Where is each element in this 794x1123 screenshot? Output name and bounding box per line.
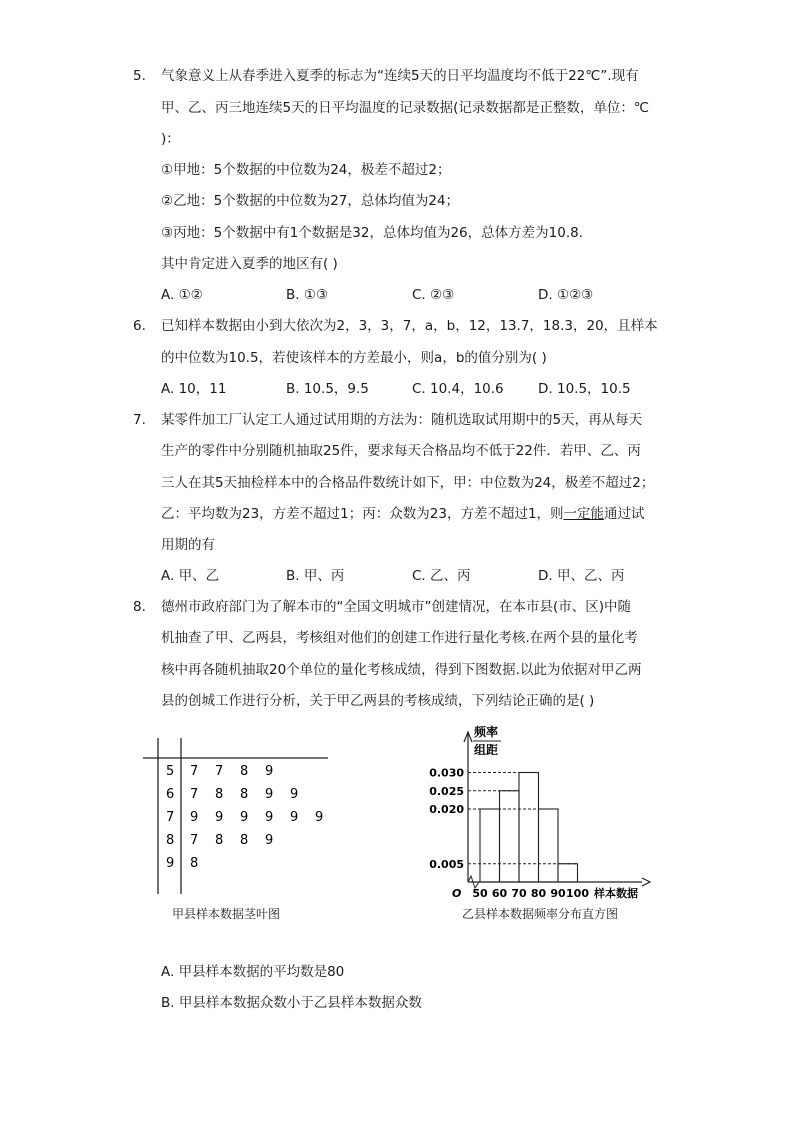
question-text-line: 用期的有 bbox=[161, 537, 215, 553]
stem-value: 6 bbox=[166, 787, 175, 802]
stem-value: 9 bbox=[166, 856, 175, 871]
leaf-value: 9 bbox=[265, 810, 274, 825]
question-number: 7. bbox=[133, 412, 146, 428]
question-text-line: ③丙地：5个数据中有1个数据是32，总体均值为26，总体方差为10.8． bbox=[161, 225, 593, 241]
option-a[interactable]: A. ①② bbox=[161, 287, 203, 303]
option-a[interactable]: A. 甲县样本数据的平均数是80 bbox=[161, 964, 345, 980]
x-axis-label: 样本数据 bbox=[594, 887, 638, 900]
question-text-line: 的中位数为10.5，若使该样本的方差最小，则a，b的值分别为( ) bbox=[161, 350, 547, 366]
leaf-value: 7 bbox=[190, 833, 199, 848]
question-text-line: 甲、乙、丙三地连续5天的日平均温度的记录数据(记录数据都是正整数，单位：℃ bbox=[161, 100, 650, 116]
histogram-bar bbox=[558, 864, 578, 882]
leaf-value: 9 bbox=[215, 810, 224, 825]
option-b[interactable]: B. 甲县样本数据众数小于乙县样本数据众数 bbox=[161, 995, 422, 1011]
histogram-svg bbox=[410, 722, 660, 902]
leaf-value: 9 bbox=[315, 810, 324, 825]
question-text-line bbox=[161, 504, 645, 524]
x-axis-arrow bbox=[642, 878, 650, 886]
option-b[interactable]: B. ①③ bbox=[286, 287, 329, 303]
leaf-value: 7 bbox=[190, 787, 199, 802]
question-text-line: 三人在其5天抽检样本中的合格品件数统计如下，甲：中位数为24，极差不超过2； bbox=[161, 475, 655, 491]
stem-value: 7 bbox=[166, 810, 175, 825]
question-text-line: 其中肯定进入夏季的地区有( ) bbox=[161, 256, 338, 272]
leaf-value: 8 bbox=[215, 787, 224, 802]
question-text-line: 机抽查了甲、乙两县，考核组对他们的创建工作进行量化考核.在两个县的量化考 bbox=[161, 630, 638, 646]
option-c[interactable]: C. 乙、丙 bbox=[412, 568, 471, 584]
histogram-caption: 乙县样本数据频率分布直方图 bbox=[462, 907, 619, 921]
question-text-line: ②乙地：5个数据的中位数为27，总体均值为24； bbox=[161, 193, 460, 209]
stem-leaf-svg bbox=[138, 738, 338, 898]
leaf-value: 8 bbox=[240, 787, 249, 802]
option-b[interactable]: B. 甲、丙 bbox=[286, 568, 345, 584]
leaf-value: 9 bbox=[290, 810, 299, 825]
x-tick-label: 100 bbox=[566, 887, 589, 900]
question-text-line: 已知样本数据由小到大依次为2，3，3，7，a，b，12，13.7，18.3，20，且样本 bbox=[161, 318, 658, 334]
leaf-value: 8 bbox=[240, 764, 249, 779]
leaf-value: 8 bbox=[190, 856, 199, 871]
y-label-top: 频率 bbox=[474, 725, 499, 739]
y-label-bottom: 组距 bbox=[474, 743, 499, 757]
stem-leaf-rows bbox=[166, 764, 323, 871]
question-text-line: 气象意义上从春季进入夏季的标志为“连续5天的日平均温度均不低于22℃”.现有 bbox=[161, 68, 639, 84]
option-d[interactable]: D. 10.5，10.5 bbox=[538, 381, 631, 397]
leaf-value: 9 bbox=[265, 787, 274, 802]
leaf-value: 9 bbox=[290, 787, 299, 802]
question-number: 8. bbox=[133, 599, 146, 615]
option-c[interactable]: C. 10.4，10.6 bbox=[412, 381, 504, 397]
y-tick-label: 0.030 bbox=[429, 766, 464, 780]
x-tick-label: 70 bbox=[511, 887, 527, 900]
question-text-line: ①甲地：5个数据的中位数为24，极差不超过2； bbox=[161, 162, 451, 178]
histogram-bar bbox=[480, 809, 500, 882]
underlined-text: 一定能 bbox=[563, 506, 605, 522]
option-b[interactable]: B. 10.5，9.5 bbox=[286, 381, 369, 397]
leaf-value: 9 bbox=[190, 810, 199, 825]
option-c[interactable]: C. ②③ bbox=[412, 287, 455, 303]
x-tick-label: 80 bbox=[530, 887, 547, 900]
option-a[interactable]: A. 10，11 bbox=[161, 381, 227, 397]
question-text-line: 核中再各随机抽取20个单位的量化考核成绩，得到下图数据.以此为依据对甲乙两 bbox=[161, 662, 642, 678]
origin-label: O bbox=[452, 887, 462, 900]
x-tick-label: 50 bbox=[472, 887, 488, 900]
histogram-bar bbox=[519, 773, 539, 883]
y-tick-label: 0.005 bbox=[429, 857, 464, 871]
question-text-line: 德州市政府部门为了解本市的“全国文明城市”创建情况，在本市县(市、区)中随 bbox=[161, 599, 632, 615]
question-text-line: )： bbox=[161, 131, 180, 147]
question-number: 6. bbox=[133, 318, 146, 334]
stem-leaf-caption: 甲县样本数据茎叶图 bbox=[172, 907, 281, 921]
leaf-value: 8 bbox=[215, 833, 224, 848]
x-tick-label: 90 bbox=[550, 887, 566, 900]
leaf-value: 7 bbox=[190, 764, 199, 779]
question-text-line: 某零件加工厂认定工人通过试用期的方法为：随机选取试用期中的5天，再从每天 bbox=[161, 412, 643, 428]
histogram-bar bbox=[500, 791, 520, 882]
leaf-value: 9 bbox=[265, 764, 274, 779]
leaf-value: 9 bbox=[265, 833, 274, 848]
leaf-value: 8 bbox=[240, 833, 249, 848]
question-text-line: 县的创城工作进行分析，关于甲乙两县的考核成绩，下列结论正确的是( ) bbox=[161, 693, 595, 709]
leaf-value: 9 bbox=[240, 810, 249, 825]
text-segment: 通过试 bbox=[604, 506, 645, 522]
histogram bbox=[410, 722, 660, 902]
question-number: 5. bbox=[133, 68, 146, 84]
y-tick-label: 0.020 bbox=[429, 803, 464, 816]
option-d[interactable]: D. 甲、乙、丙 bbox=[538, 568, 625, 584]
question-text-line: 生产的零件中分别随机抽取25件，要求每天合格品均不低于22件．若甲、乙、丙 bbox=[161, 443, 641, 459]
histogram-bar bbox=[539, 809, 559, 882]
stem-leaf-plot bbox=[138, 738, 338, 898]
option-d[interactable]: D. ①②③ bbox=[538, 287, 594, 303]
text-segment: 乙：平均数为23，方差不超过1；丙：众数为23，方差不超过1，则 bbox=[161, 506, 564, 522]
stem-value: 8 bbox=[166, 833, 175, 848]
stem-value: 5 bbox=[166, 764, 175, 779]
option-a[interactable]: A. 甲、乙 bbox=[161, 568, 220, 584]
leaf-value: 7 bbox=[215, 764, 224, 779]
x-tick-label: 60 bbox=[491, 887, 508, 900]
y-tick-label: 0.025 bbox=[429, 784, 464, 798]
